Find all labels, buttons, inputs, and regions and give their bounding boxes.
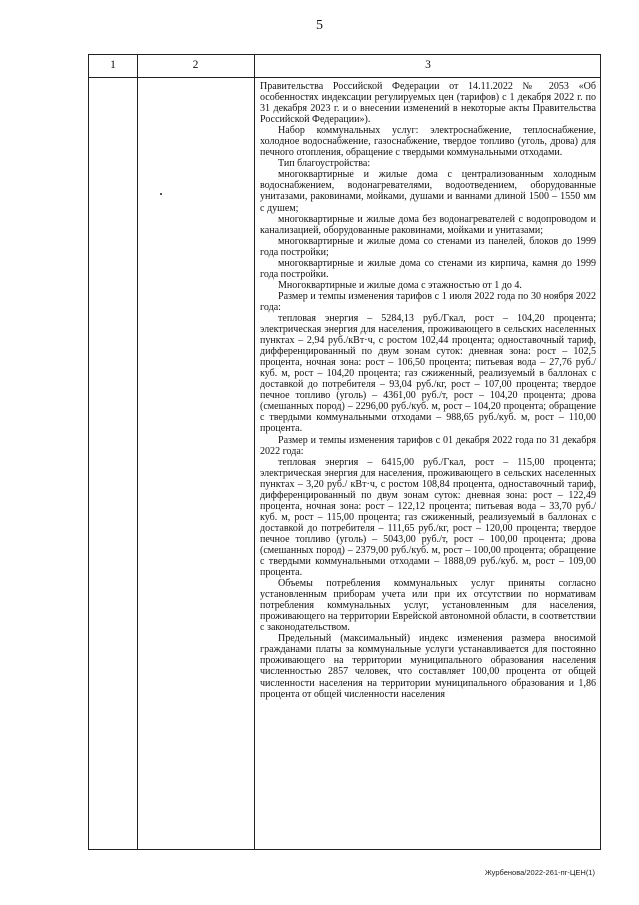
page-number: 5 [316, 18, 323, 33]
paragraph: многоквартирные и жилые дома со стенами из панелей, блоков до 1999 года постройки; [260, 235, 596, 258]
paragraph: тепловая энергия – 5284,13 руб./Гкал, рост – 104,20 процента; электрическая энергия для населения, проживающего в сельских населенных пунктах – 2,94 руб./кВт·ч, с ростом 102,44 процента; одноставочный тариф, дифференцированный по двум зонам суток: дневная зона: рост – 102,5 процента, ночная зона: рост – 106,50 процента; питьевая вода – 27,76 руб./куб. м, рост – 104,20 процента; газ сжиженный, реализуемый в баллонах с доставкой до потребителя – 93,04 руб./кг, рост – 107,00 процента; твердое печное топливо (уголь) – 4361,00 руб./т, рост – 104,20 процента; дрова (смешанных пород) – 2296,00 руб./куб. м, рост – 104,20 процента; обращение с твердыми коммунальными отходами – 988,65 руб./куб. м, рост – 110,00 процента. [260, 312, 596, 435]
column-divider [137, 55, 138, 849]
header-col-1: 1 [110, 59, 116, 71]
paragraph: Предельный (максимальный) индекс изменения размера вносимой гражданами платы за коммунальные услуги устанавливается для постоянно проживающего на территории муниципального образования населения численностью 2857 человек, что составляет 100,00 процента от общей численности населения на территории муниципального образования и 1,86 процента от общей численности населения [260, 633, 596, 700]
column-divider [254, 55, 255, 849]
paragraph: многоквартирные и жилые дома со стенами из кирпича, камня до 1999 года постройки. [260, 257, 596, 280]
header-col-2: 2 [192, 59, 199, 71]
paragraph: тепловая энергия – 6415,00 руб./Гкал, рост – 115,00 процента; электрическая энергия для населения, проживающего в сельских населенных пунктах – 3,20 руб./ кВт·ч, с ростом 108,84 процента, одноставочный тариф, дифференцированный по двум зонам суток: дневная зона: рост – 122,49 процента, ночная зона: рост – 122,12 процента; питьевая вода – 33,70 руб./куб. м, рост – 115,00 процента; газ сжиженный, реализуемый в баллонах с доставкой до потребителя – 111,65 руб./кг, рост – 120,00 процента; твердое печное топливо (уголь) – 5043,00 руб./т, рост – 100,00 процента; дрова (смешанных пород) – 2379,00 руб./куб. м, рост – 100,00 процента; обращение с твердыми коммунальными отходами – 1888,09 руб./куб. м, рост – 109,00 процента. [260, 456, 596, 579]
header-col-3: 3 [425, 59, 431, 71]
paragraph: Тип благоустройства: [278, 158, 371, 170]
paragraph: Объемы потребления коммунальных услуг приняты согласно установленным приборам учета или при их отсутствии по нормативам потребления коммунальных услуг, установленным для населения, проживающего на территории Еврейской автономной области, в соответствии с законодательством. [260, 578, 596, 634]
paragraph: многоквартирные и жилые дома без водонагревателей с водопроводом и канализацией, оборудованные раковинами, мойками и унитазами; [260, 213, 596, 236]
paragraph: Правительства Российской Федерации от 14.11.2022 № 2053 «Об особенностях индексации регулируемых цен (тарифов) с 1 декабря 2022 г. по 31 декабря 2023 г. и о внесении изменений в некоторые акты Правительства Российской Федерации»). [260, 81, 596, 126]
paragraph: Набор коммунальных услуг: электроснабжение, теплоснабжение, холодное водоснабжение, газоснабжение, твердое топливо (уголь, дрова) для печного отопления, обращение с твердыми коммунальными отходами. [260, 125, 596, 159]
paragraph: Размер и темпы изменения тарифов с 01 декабря 2022 года по 31 декабря 2022 года: [260, 434, 596, 457]
column-3-text [260, 81, 596, 847]
paragraph: Многоквартирные и жилые дома с этажностью от 1 до 4. [278, 279, 522, 291]
footer-document-code: Журбенова/2022-261-пг-ЦЕН(1) [484, 868, 595, 877]
paragraph: Размер и темпы изменения тарифов с 1 июля 2022 года по 30 ноября 2022 года: [260, 290, 596, 313]
paragraph: многоквартирные и жилые дома с централизованным холодным водоснабжением, водонагревателями, водоотведением, оборудованные унитазами, раковинами, мойками, душами и ваннами длиной 1500 – 1550 мм с душем; [260, 169, 596, 214]
scan-speck [160, 193, 162, 195]
document-table [88, 54, 601, 850]
